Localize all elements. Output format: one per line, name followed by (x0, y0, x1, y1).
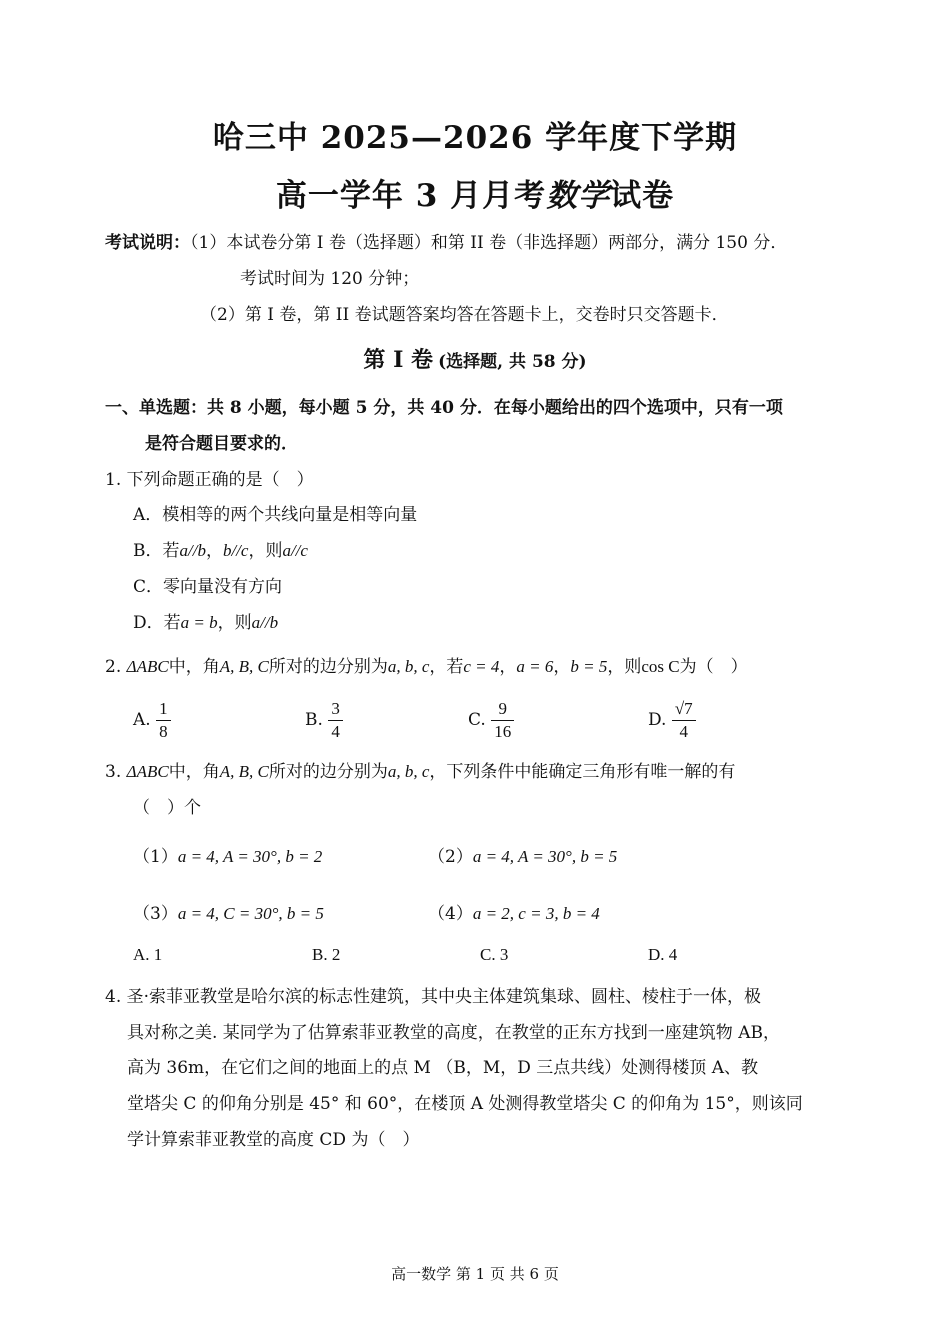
q2-stem (105, 652, 748, 677)
text-fragment: ， (553, 657, 571, 677)
text-fragment: ，若 (429, 657, 464, 677)
instruction-item2: （2）第 I 卷，第 II 卷试题答案均答在答题卡上，交卷时只交答题卡． (200, 305, 729, 325)
text-fragment: 3. (105, 762, 122, 782)
q3-option-d: D. 4 (648, 945, 678, 964)
text-fragment: （1） (133, 847, 178, 867)
text-fragment: b = 5 (570, 657, 608, 676)
q1-option-d (133, 608, 278, 633)
instruction-item1: （1）本试卷分第 I 卷（选择题）和第 II 卷（非选择题）两部分，满分 150 分． (190, 233, 788, 253)
q3-condition-3 (133, 899, 324, 924)
page-footer: 高一数学 第 1 页 共 6 页 (391, 1265, 559, 1283)
text-fragment: a = 4, A = 30°, b = 5 (472, 847, 618, 866)
text-fragment: ，则 (217, 613, 252, 633)
text-fragment: 所对的边分别为 (268, 762, 388, 782)
text-fragment: 1 (156, 698, 171, 721)
text-fragment: （2） (428, 847, 473, 867)
text-fragment: 中，角 (168, 762, 220, 782)
text-fragment: 为（ ） (679, 657, 748, 677)
text-fragment: a = 2, c = 3, b = 4 (472, 904, 600, 923)
text-fragment: 9 (491, 698, 514, 721)
text-fragment: a = 4, C = 30°, b = 5 (177, 904, 324, 923)
text-fragment: D．若 (133, 613, 181, 633)
text-fragment: ， (499, 657, 517, 677)
text-fragment: 8 (159, 722, 168, 741)
title-part-subject: 数学 (546, 178, 611, 214)
text-fragment: ，则 (248, 541, 283, 561)
q1-option-c: C．零向量没有方向 (133, 577, 283, 597)
q2-option-c (468, 698, 514, 743)
q4-line2: 具对称之美. 某同学为了估算索菲亚教堂的高度，在教堂的正东方找到一座建筑物 AB， (127, 1023, 780, 1043)
text-fragment: a, b, c (387, 762, 430, 781)
text-fragment: a, b, c (387, 657, 430, 676)
text-fragment: a//b (251, 613, 279, 632)
text-fragment: √7 (672, 698, 696, 721)
text-fragment: 2. (105, 657, 122, 677)
text-fragment: 4 (679, 722, 689, 741)
text-fragment: ，下列条件中能确定三角形有唯一解的有 (429, 762, 736, 782)
text-fragment: 所对的边分别为 (268, 657, 388, 677)
text-fragment: （3） (133, 904, 178, 924)
part-heading-line1: 一、单选题：共 8 小题，每小题 5 分，共 40 分．在每小题给出的四个选项中，只有一项 (105, 398, 783, 418)
q3-condition-1 (133, 842, 322, 867)
text-fragment: a = 6 (516, 657, 554, 676)
title-part-c: 试卷 (610, 178, 675, 214)
q4-line5: 学计算索菲亚教堂的高度 CD 为（ ） (127, 1130, 420, 1150)
text-fragment: ， (205, 541, 223, 561)
q3-condition-4 (428, 899, 600, 924)
q4-line1: 4. 圣·索菲亚教堂是哈尔滨的标志性建筑，其中央主体建筑集球、圆柱、棱柱于一体，极 (105, 987, 762, 1007)
text-fragment: A, B, C (219, 657, 269, 676)
q3-condition-2 (428, 842, 617, 867)
text-fragment: cos C (641, 657, 680, 676)
q3-stem (105, 757, 735, 782)
text-fragment: ，则 (607, 657, 642, 677)
text-fragment: （4） (428, 904, 473, 924)
q3-option-a: A. 1 (133, 945, 163, 964)
text-fragment: B. (305, 710, 323, 730)
text-fragment: ΔABC (126, 657, 169, 676)
text-fragment: 3 (328, 698, 343, 721)
instructions-label: 考试说明： (105, 233, 190, 253)
text-fragment: 16 (494, 722, 512, 741)
part-heading-line2: 是符合题目要求的． (145, 434, 298, 454)
exam-title-line1: 哈三中 2025—2026 学年度下学期 (212, 120, 738, 156)
q3-option-c: C. 3 (480, 945, 509, 964)
q2-option-d (648, 698, 696, 743)
text-fragment: ΔABC (126, 762, 169, 781)
q3-stem-line2: （ ）个 (133, 798, 201, 818)
section-heading (0, 343, 950, 374)
text-fragment: C. (468, 710, 486, 730)
text-fragment: a = 4, A = 30°, b = 2 (177, 847, 323, 866)
q3-option-b: B. 2 (312, 945, 341, 964)
q4-line3: 高为 36m，在它们之间的地面上的点 M （B，M，D 三点共线）处测得楼顶 A、教 (127, 1058, 758, 1078)
q4-line4: 堂塔尖 C 的仰角分别是 45° 和 60°，在楼顶 A 处测得教堂塔尖 C 的仰角为 15°，则该同 (127, 1094, 803, 1114)
section-subtitle: (选择题, 共 58 分) (438, 352, 587, 372)
q1-option-a: A．模相等的两个共线向量是相等向量 (133, 505, 418, 525)
text-fragment: A, B, C (219, 762, 269, 781)
title-part-a: 高一学年 3 月月考 (275, 178, 547, 214)
instruction-item1-cont: 考试时间为 120 分钟； (240, 269, 420, 289)
section-title: 第 I 卷 (363, 347, 434, 373)
text-fragment: 4 (331, 722, 340, 741)
text-fragment: a//b (179, 541, 206, 560)
text-fragment: a = b (180, 613, 218, 632)
instructions-line1 (105, 228, 787, 253)
text-fragment: c = 4 (463, 657, 500, 676)
text-fragment: 中，角 (168, 657, 220, 677)
text-fragment: A. (133, 710, 151, 730)
text-fragment: D. (648, 710, 667, 730)
q1-option-b (133, 536, 308, 561)
q1-stem: 1. 下列命题正确的是（ ） (105, 470, 314, 490)
text-fragment: a//c (282, 541, 308, 560)
text-fragment: b//c (222, 541, 249, 560)
q2-option-b (305, 698, 343, 743)
q2-option-a (133, 698, 171, 743)
text-fragment: B．若 (133, 541, 180, 561)
exam-title-line2 (0, 170, 950, 215)
